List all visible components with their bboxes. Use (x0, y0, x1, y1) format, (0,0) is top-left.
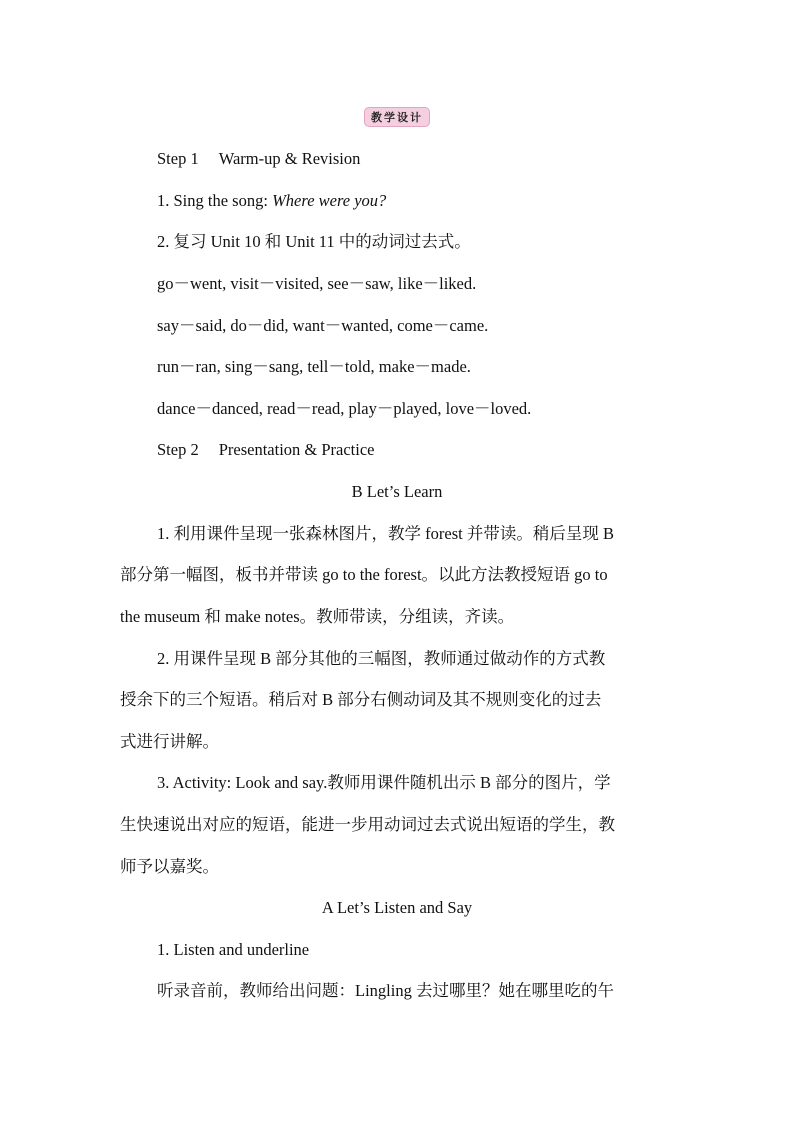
p2-line-3: 式进行讲解。 (120, 732, 219, 751)
verb-line-4: dance－danced, read－read, play－played, love－loved. (157, 399, 532, 418)
song-title: Where were you? (272, 191, 387, 210)
p3-line-1: 3. Activity: Look and say.教师用课件随机出示 B 部分的图片，学 (157, 773, 611, 792)
p2-line-1: 2. 用课件呈现 B 部分其他的三幅图，教师通过做动作的方式教 (157, 649, 606, 668)
step1-heading (157, 148, 360, 170)
step2-title: Presentation & Practice (218, 440, 375, 459)
step1-title: Warm-up & Revision (218, 149, 361, 168)
header-badge-wrap (0, 106, 794, 127)
section-b-title: B Let’s Learn (351, 482, 443, 501)
step2-label: Step 2 (157, 440, 199, 459)
p1-line-3: the museum 和 make notes。教师带读，分组读，齐读。 (120, 607, 515, 626)
section-badge: 教学设计 (364, 107, 430, 127)
item-review: 2. 复习 Unit 10 和 Unit 11 中的动词过去式。 (157, 232, 471, 251)
listen-heading: 1. Listen and underline (157, 940, 310, 959)
p3-line-3: 师予以嘉奖。 (120, 857, 219, 876)
p2-line-2: 授余下的三个短语。稍后对 B 部分右侧动词及其不规则变化的过去 (120, 690, 602, 709)
verb-line-2: say－said, do－did, want－wanted, come－came. (157, 316, 489, 335)
item-sing-song (157, 190, 386, 212)
verb-line-1: go－went, visit－visited, see－saw, like－liked. (157, 274, 477, 293)
p1-line-1: 1. 利用课件呈现一张森林图片，教学 forest 并带读。稍后呈现 B (157, 524, 614, 543)
step2-heading (157, 439, 375, 461)
last-line: 听录音前，教师给出问题：Lingling 去过哪里？她在哪里吃的午 (157, 981, 614, 1000)
item-sing-prefix: 1. Sing the song: (157, 191, 273, 210)
section-a-title: A Let’s Listen and Say (321, 898, 473, 917)
p3-line-2: 生快速说出对应的短语，能进一步用动词过去式说出短语的学生，教 (120, 815, 615, 834)
step1-label: Step 1 (157, 149, 199, 168)
p1-line-2: 部分第一幅图，板书并带读 go to the forest。以此方法教授短语 go to (120, 565, 608, 584)
verb-line-3: run－ran, sing－sang, tell－told, make－made. (157, 357, 471, 376)
